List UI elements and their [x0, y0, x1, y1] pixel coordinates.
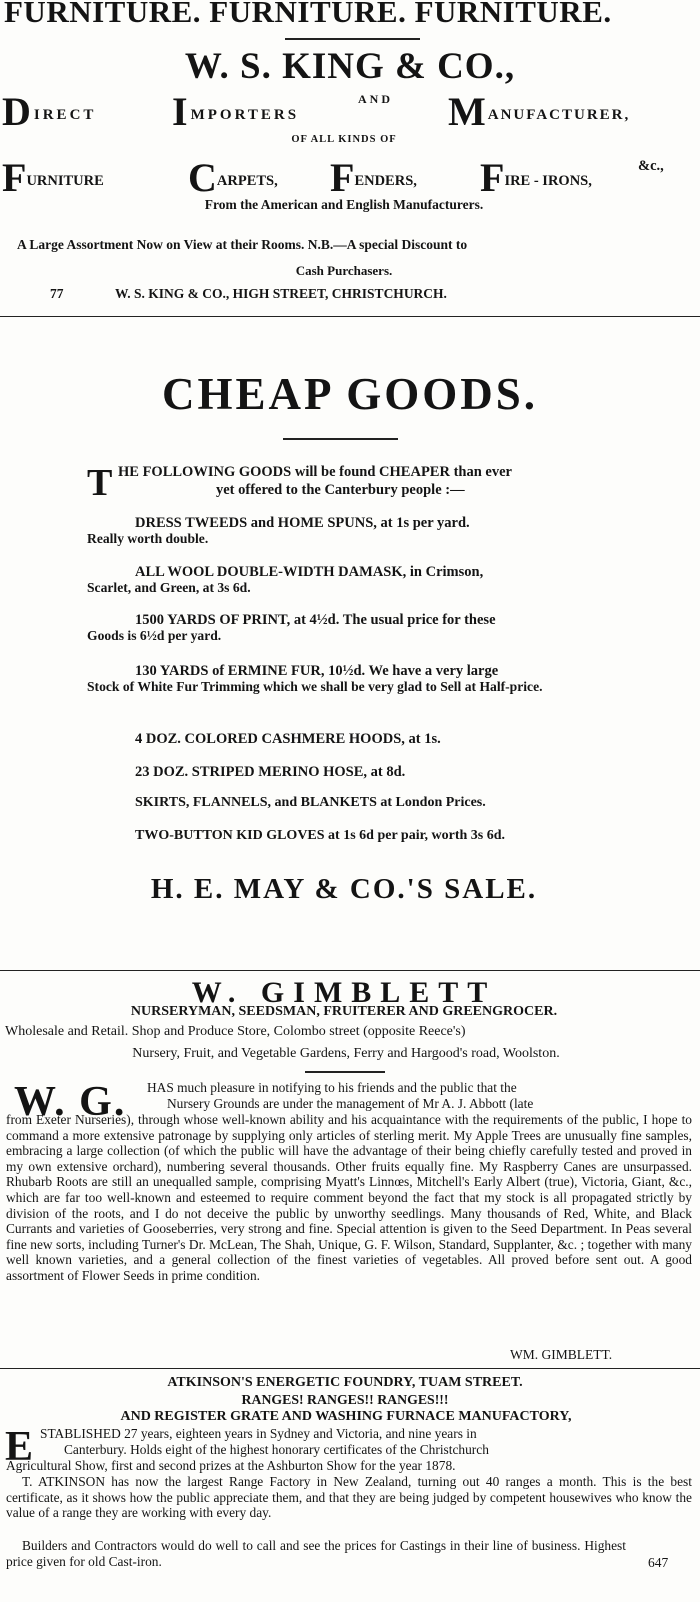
- king-cash-purchasers: Cash Purchasers.: [295, 263, 393, 278]
- cheap-item-6: 23 DOZ. STRIPED MERINO HOSE, at 8d.: [135, 764, 406, 780]
- cheap-item-lead: 130 YARDS of ERMINE FUR, 10½d. We have a very large: [135, 663, 499, 679]
- divider-2: [0, 970, 700, 971]
- gimblett-first-line: HAS much pleasure in notifying to his friends and the public that the: [147, 1080, 517, 1095]
- gimblett-body: from Exeter Nurseries), through whose well-known ability and his acquaintance with the requirements of the public, I hope to command a more extensive patronage by supplying only articles of sterling merit. My Apple Trees are unusually fine samples, embracing a large collection (of which the public will have the advantage of their being chiefly carefully tested and proved in my own extensive orchard), numbering several thousands. Other fruits equally fine. My Raspberry Canes are unsurpassed. Rhubarb Roots are still an unequalled sample, comprising Myatt's Linnœs, Mitchell's Early Albert (true), Victoria, Giant, &c., which are far too well-known and esteemed to require comment beyond the fact that my stock is all propagated strictly by division of the roots, and I do not deceive the public by unworthy seedlings. Many thousands of Red, White, and Black Currants and varieties of Gooseberries, very strong and fine. Special attention is given to the Seed Department. In Peas several fine new sorts, including Turner's Dr. McLean, The Shah, Unique, G. F. Wilson, Standard, Supplanter, &c. ; together with many well known varieties, and a general collection of the finest varieties of vegetables. All proved before sent out. A good assortment of Flower Seeds in prime condition.: [6, 1112, 692, 1283]
- gimblett-initials: W. G.: [14, 1079, 127, 1125]
- cheap-sale-footer: H. E. MAY & CO.'S SALE.: [150, 873, 538, 905]
- word-direct: IRECT: [33, 107, 97, 123]
- cheap-item-lead: DRESS TWEEDS and HOME SPUNS, at 1s per yard.: [135, 515, 470, 531]
- ad-number: 77: [50, 286, 64, 301]
- drop-cap-c: C: [188, 155, 217, 200]
- word-fire-irons: IRE - IRONS,: [504, 173, 592, 189]
- gimblett-title: W. GIMBLETT: [191, 976, 497, 1009]
- cheap-item-3: [87, 612, 607, 645]
- atkinson-ad-number: 647: [648, 1555, 669, 1570]
- king-address-text: W. S. KING & CO., HIGH STREET, CHRISTCHURCH.: [115, 286, 447, 301]
- gimblett-address-1: Wholesale and Retail. Shop and Produce Store, Colombo street (opposite Reece's): [5, 1024, 466, 1039]
- cheap-item-rest: Stock of White Fur Trimming which we shall be very glad to Sell at Half-price.: [87, 679, 543, 695]
- word-etc: &c.,: [638, 158, 664, 174]
- gimblett-signature: WM. GIMBLETT.: [510, 1347, 613, 1362]
- divider-3: [0, 1368, 700, 1369]
- atkinson-title: ATKINSON'S ENERGETIC FOUNDRY, TUAM STREET.: [167, 1375, 523, 1390]
- drop-cap-d: D: [2, 89, 34, 134]
- drop-cap-t: T: [87, 462, 113, 504]
- atkinson-subtitle: AND REGISTER GRATE AND WASHING FURNACE MANUFACTORY,: [120, 1409, 572, 1424]
- gimblett-subtitle: NURSERYMAN, SEEDSMAN, FRUITERER AND GREENGROCER.: [130, 1004, 558, 1019]
- cheap-item-4: [87, 663, 607, 696]
- cheap-item-lead: ALL WOOL DOUBLE-WIDTH DAMASK, in Crimson,: [135, 564, 484, 580]
- word-importers: MPORTERS: [190, 107, 300, 123]
- cheap-item-lead: 1500 YARDS OF PRINT, at 4½d. The usual price for these: [135, 612, 496, 628]
- cheap-rule: [283, 438, 398, 440]
- cheap-item-1: [87, 515, 607, 548]
- king-from-manufacturers: From the American and English Manufacturers.: [204, 197, 484, 212]
- cheap-intro-line1: HE FOLLOWING GOODS will be found CHEAPER than ever: [118, 464, 512, 480]
- king-rule-1: [285, 38, 420, 40]
- cheap-intro-line2: yet offered to the Canterbury people :—: [216, 482, 465, 498]
- atkinson-line-1: STABLISHED 27 years, eighteen years in Sydney and Victoria, and nine years in: [40, 1426, 477, 1441]
- drop-cap-f3: F: [480, 155, 505, 200]
- cheap-item-5: 4 DOZ. COLORED CASHMERE HOODS, at 1s.: [135, 731, 441, 747]
- word-and: AND: [358, 92, 393, 106]
- king-of-all-kinds: OF ALL KINDS OF: [291, 134, 397, 145]
- king-assortment: A Large Assortment Now on View at their Rooms. N.B.—A special Discount to: [17, 237, 468, 252]
- king-firm-name: W. S. KING & CO.,: [184, 46, 516, 87]
- atkinson-line-3: Agricultural Show, first and second prizes at the Ashburton Show for the year 1878.: [6, 1458, 456, 1473]
- word-fenders: ENDERS,: [354, 173, 417, 189]
- cheap-item-rest: Really worth double.: [87, 531, 209, 547]
- gimblett-second-line: Nursery Grounds are under the management of Mr A. J. Abbott (late: [167, 1096, 534, 1111]
- cheap-item-8: TWO-BUTTON KID GLOVES at 1s 6d per pair, worth 3s 6d.: [135, 828, 506, 843]
- cheap-item-rest: Goods is 6½d per yard.: [87, 628, 222, 644]
- drop-cap-e: E: [5, 1424, 34, 1470]
- word-carpets: ARPETS,: [216, 173, 278, 189]
- gimblett-address-2: Nursery, Fruit, and Vegetable Gardens, Ferry and Hargood's road, Woolston.: [132, 1046, 560, 1061]
- cheap-title: CHEAP GOODS.: [161, 369, 539, 419]
- drop-cap-f1: F: [2, 155, 27, 200]
- divider-1: [0, 316, 700, 317]
- drop-cap-i: I: [172, 89, 191, 134]
- cheap-item-7: SKIRTS, FLANNELS, and BLANKETS at London Prices.: [135, 795, 486, 810]
- drop-cap-m: M: [448, 89, 488, 134]
- atkinson-paragraph-3: Builders and Contractors would do well to call and see the prices for Castings in their line of business. Highest price given for old Cast-iron.: [6, 1538, 626, 1569]
- word-furniture: URNITURE: [26, 173, 104, 189]
- atkinson-line-2: Canterbury. Holds eight of the highest honorary certificates of the Christchurch: [64, 1442, 489, 1457]
- gimblett-rule: [305, 1071, 385, 1073]
- king-banner: FURNITURE. FURNITURE. FURNITURE.: [4, 0, 612, 29]
- word-manufacturer: ANUFACTURER,: [487, 107, 631, 123]
- drop-cap-f2: F: [330, 155, 355, 200]
- atkinson-paragraph-2: T. ATKINSON has now the largest Range Factory in New Zealand, turning out 40 ranges a month. This is the best certificate, as it shows how the public appreciate them, and that they are being judged by competent housewives who know the value of a range they are working with every day.: [6, 1474, 692, 1521]
- atkinson-ranges: RANGES! RANGES!! RANGES!!!: [241, 1392, 449, 1407]
- cheap-item-2: [87, 564, 607, 597]
- cheap-item-rest: Scarlet, and Green, at 3s 6d.: [87, 580, 251, 596]
